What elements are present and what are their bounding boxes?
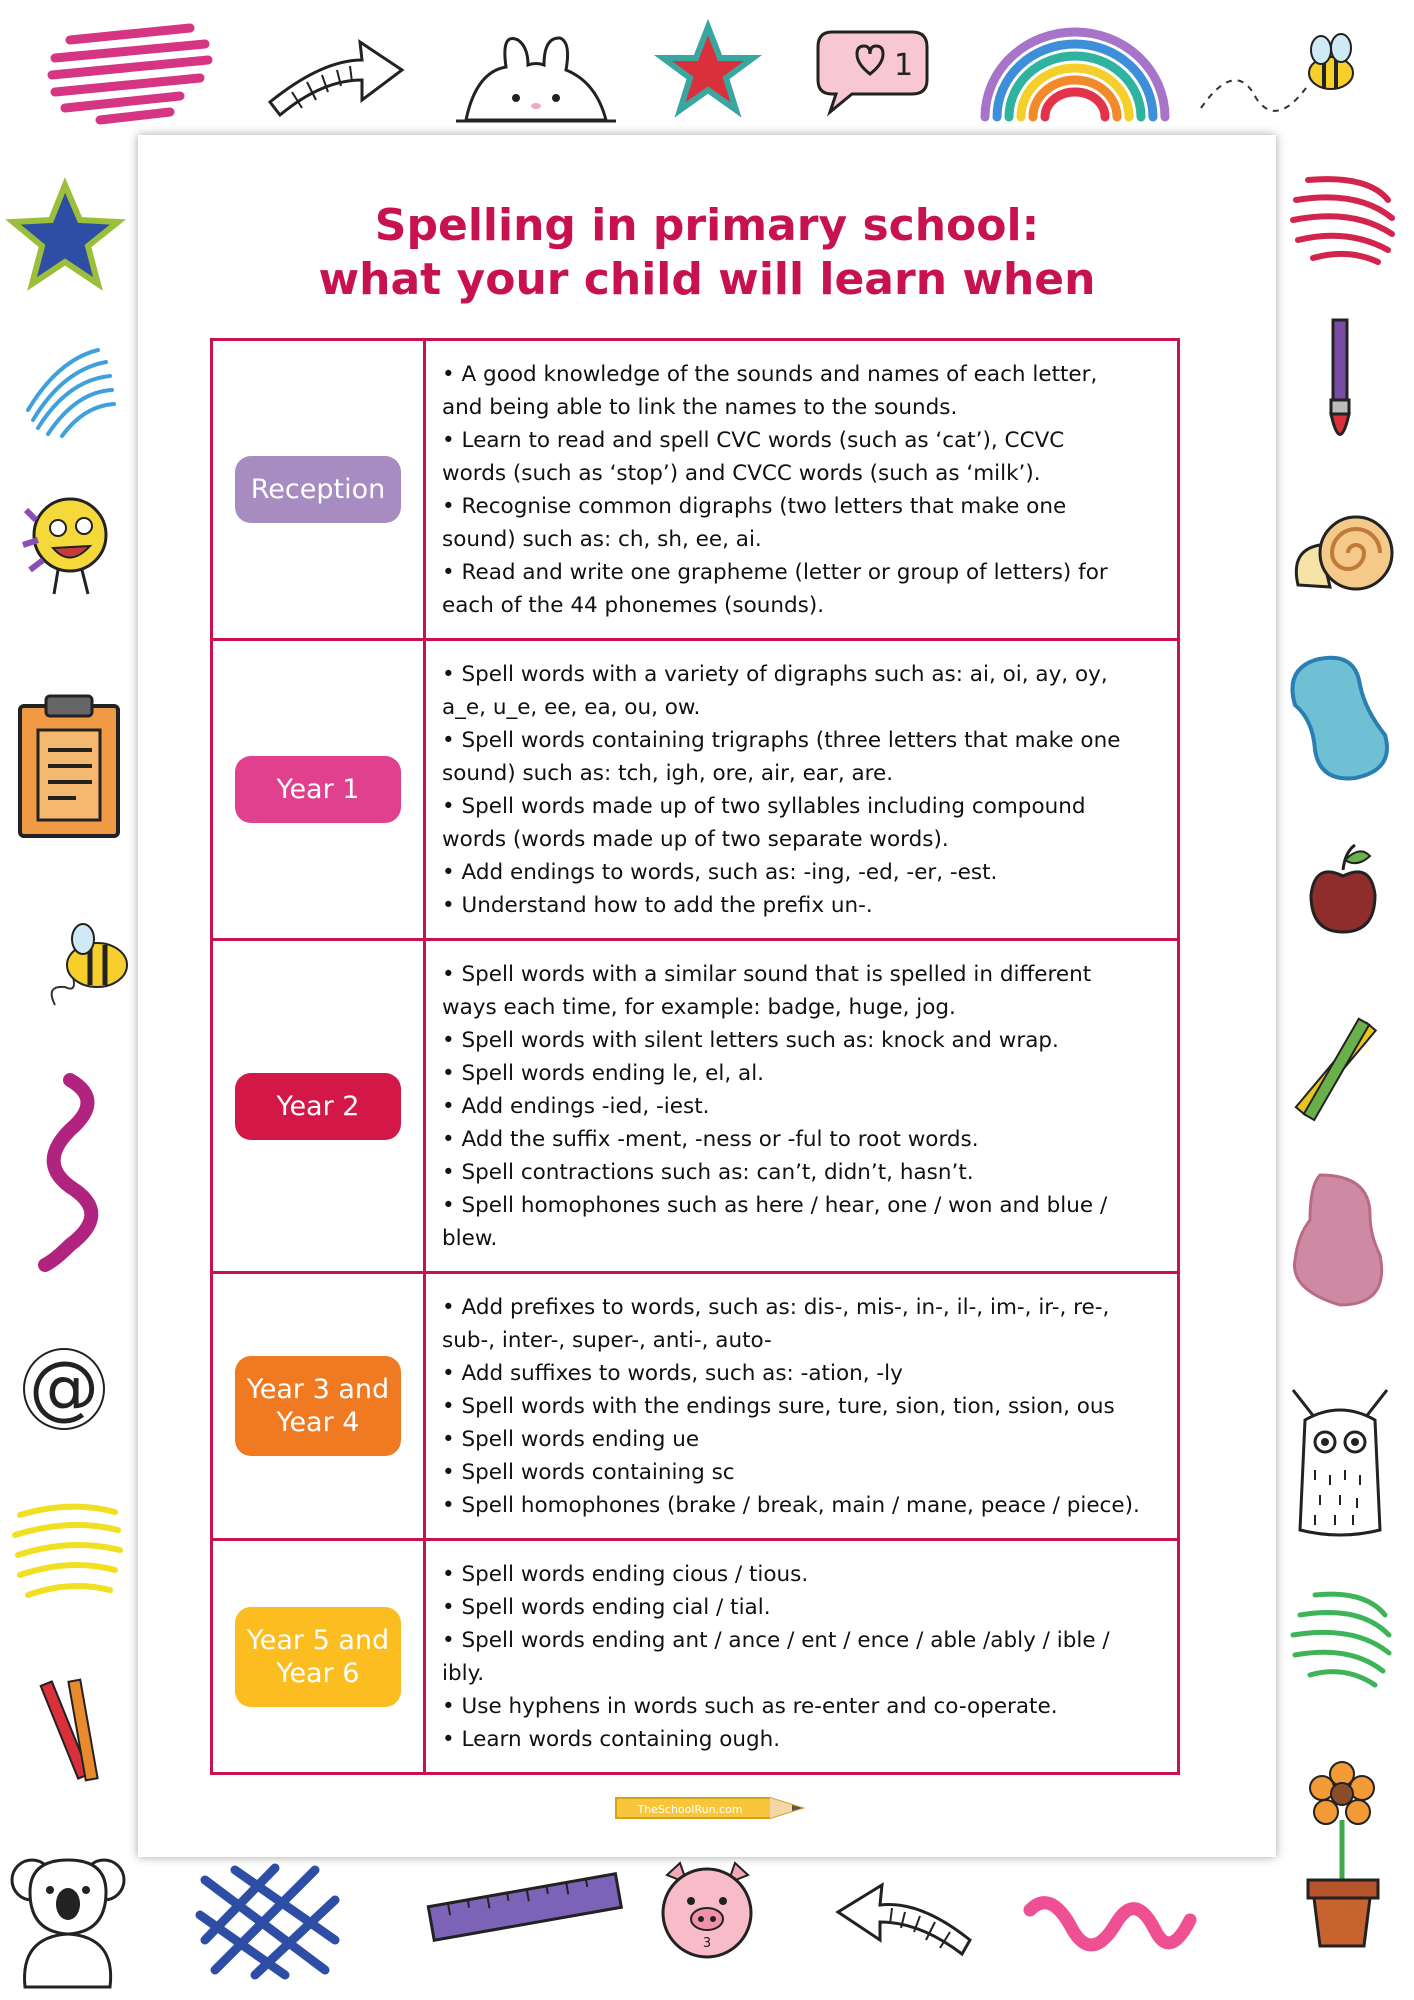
year-badge-text: Year 4 xyxy=(276,1407,360,1438)
learning-goals-cell xyxy=(425,940,1179,1273)
learning-goal-line: • Spell words containing trigraphs (three letters that make one xyxy=(442,728,1121,753)
year-label-cell xyxy=(212,1540,425,1774)
learning-goal-line: • Spell words with silent letters such as: knock and wrap. xyxy=(442,1028,1059,1053)
at-sign-icon xyxy=(14,1345,114,1435)
year-badge xyxy=(235,1607,401,1707)
learning-goal-line: each of the 44 phonemes (sounds). xyxy=(442,593,825,618)
year-badge xyxy=(235,1073,401,1140)
year-badge-text: Year 5 and xyxy=(246,1624,390,1656)
table-row xyxy=(212,640,1179,940)
blue-grid-scribble xyxy=(195,1860,345,1980)
year-badge-text: Year 1 xyxy=(276,774,360,805)
year-label-cell xyxy=(212,640,425,940)
learning-goal-line: • Spell contractions such as: can’t, didn’t, hasn’t. xyxy=(442,1160,974,1185)
learning-goals-cell xyxy=(425,1540,1179,1774)
red-scribble xyxy=(1288,170,1398,270)
heart-bubble-icon xyxy=(812,22,932,117)
content-card xyxy=(138,135,1276,1857)
arrow-doodle-icon xyxy=(262,30,412,120)
clipboard-icon xyxy=(16,692,124,842)
learning-goal-line: • Add suffixes to words, such as: -ation, -ly xyxy=(442,1361,903,1386)
learning-goal-line: • Learn to read and spell CVC words (such as ‘cat’), CCVC xyxy=(442,428,1065,453)
svg-text:@: @ xyxy=(29,1346,99,1428)
learning-goal-line: a_e, u_e, ee, ea, ou, ow. xyxy=(442,695,701,720)
year-badge xyxy=(235,756,401,823)
learning-goal-line: • Understand how to add the prefix un-. xyxy=(442,893,873,918)
year-badge-text: Year 6 xyxy=(276,1657,360,1689)
star-icon xyxy=(658,22,758,117)
learning-goal-line: • Learn words containing ough. xyxy=(442,1727,781,1752)
learning-goal-line: • Spell words with the endings sure, ture, sion, tion, ssion, ous xyxy=(442,1394,1115,1419)
learning-goal-line: • Spell words ending cious / tious. xyxy=(442,1562,809,1587)
learning-goal-line: • Add prefixes to words, such as: dis-, mis-, in-, il-, im-, ir-, re-, xyxy=(442,1295,1110,1320)
learning-goal-line: words (such as ‘stop’) and CVCC words (such as ‘milk’). xyxy=(442,461,1041,486)
curriculum-table xyxy=(210,338,1180,1775)
page-number: 3 xyxy=(702,1936,712,1951)
year-badge-text: Reception xyxy=(250,474,386,505)
learning-goal-line: • Spell words ending cial / tial. xyxy=(442,1595,771,1620)
learning-goal-line: • Spell words with a similar sound that is spelled in different xyxy=(442,962,1092,987)
learning-goal-line: • Use hyphens in words such as re-enter and co-operate. xyxy=(442,1694,1058,1719)
learning-goal-line: ibly. xyxy=(442,1661,485,1686)
heart-count: 1 xyxy=(894,48,914,83)
learning-goal-line: • Read and write one grapheme (letter or group of letters) for xyxy=(442,560,1108,585)
apple-icon xyxy=(1305,840,1380,940)
table-row xyxy=(212,1540,1179,1774)
page-title-line-2: what your child will learn when xyxy=(318,254,1096,305)
learning-goal-line: sound) such as: ch, sh, ee, ai. xyxy=(442,527,762,552)
learning-goals-cell xyxy=(425,640,1179,940)
learning-goal-line: sound) such as: tch, igh, ore, air, ear, are. xyxy=(442,761,894,786)
paintbrush-icon xyxy=(1315,315,1365,455)
learning-goal-line: • Spell homophones such as here / hear, one / won and blue / xyxy=(442,1193,1108,1218)
learning-goal-line: • Spell words with a variety of digraphs such as: ai, oi, ay, oy, xyxy=(442,662,1108,687)
pencils-icon xyxy=(1295,1010,1385,1120)
learning-goal-line: sub-, inter-, super-, anti-, auto- xyxy=(442,1328,772,1353)
pink-wave xyxy=(1020,1880,1200,1975)
snail-icon xyxy=(1290,505,1400,595)
learning-goals-cell xyxy=(425,1273,1179,1540)
learning-goal-line: • Spell words ending le, el, al. xyxy=(442,1061,765,1086)
yellow-scribble xyxy=(10,1500,125,1610)
learning-goal-line: • Spell words containing sc xyxy=(442,1460,735,1485)
blue-scribble xyxy=(18,340,118,440)
learning-goal-line: • Add endings to words, such as: -ing, -ed, -er, -est. xyxy=(442,860,998,885)
learning-goal-line: and being able to link the names to the sounds. xyxy=(442,395,958,420)
learning-goal-line: • A good knowledge of the sounds and names of each letter, xyxy=(442,362,1098,387)
bee-icon xyxy=(45,915,135,1015)
learning-goal-line: • Add the suffix -ment, -ness or -ful to root words. xyxy=(442,1127,979,1152)
blue-blob xyxy=(1285,650,1395,785)
learning-goal-line: ways each time, for example: badge, huge, jog. xyxy=(442,995,956,1020)
learning-goal-line: • Recognise common digraphs (two letters that make one xyxy=(442,494,1067,519)
theschoolrun-logo xyxy=(610,1790,810,1831)
learning-goal-line: blew. xyxy=(442,1226,498,1251)
learning-goals-cell xyxy=(425,340,1179,640)
pink-crayon-scribble xyxy=(1280,1165,1395,1315)
pink-scribble xyxy=(40,20,220,125)
green-scribble xyxy=(1285,1585,1395,1695)
table-row xyxy=(212,940,1179,1273)
owl-monster-icon xyxy=(1285,1380,1395,1545)
star-icon xyxy=(8,180,123,290)
year-label-cell xyxy=(212,340,425,640)
year-label-cell xyxy=(212,940,425,1273)
bee-icon xyxy=(1196,18,1366,123)
year-badge xyxy=(235,456,401,523)
table-row xyxy=(212,1273,1179,1540)
learning-goal-line: • Add endings -ied, -iest. xyxy=(442,1094,710,1119)
page-title-line-1: Spelling in primary school: xyxy=(374,200,1040,251)
monster-icon xyxy=(18,490,118,600)
ruler-icon xyxy=(425,1868,625,1948)
arrow-doodle-icon xyxy=(830,1870,980,1960)
learning-goal-line: • Spell words ending ant / ance / ent / ence / able /ably / ible / xyxy=(442,1628,1110,1653)
rainbow-icon xyxy=(975,22,1175,122)
learning-goal-line: • Spell words ending ue xyxy=(442,1427,700,1452)
year-badge xyxy=(235,1356,401,1456)
year-badge-text: Year 2 xyxy=(276,1090,360,1122)
year-badge-text: Year 3 and xyxy=(246,1374,390,1405)
learning-goal-line: • Spell words made up of two syllables including compound xyxy=(442,794,1086,819)
koala-icon xyxy=(10,1852,125,1992)
learning-goal-line: words (words made up of two separate words). xyxy=(442,827,949,852)
learning-goal-line: • Spell homophones (brake / break, main / mane, peace / piece). xyxy=(442,1493,1140,1518)
logo-text: TheSchoolRun.com xyxy=(637,1803,743,1816)
table-row xyxy=(212,340,1179,640)
bunny-icon xyxy=(456,32,616,127)
year-label-cell xyxy=(212,1273,425,1540)
pig-icon xyxy=(655,1855,760,1965)
potted-flower-icon xyxy=(1300,1760,1385,1950)
pencils-icon xyxy=(35,1670,115,1790)
purple-squiggle xyxy=(30,1070,110,1270)
curriculum-table-body xyxy=(212,340,1179,1774)
